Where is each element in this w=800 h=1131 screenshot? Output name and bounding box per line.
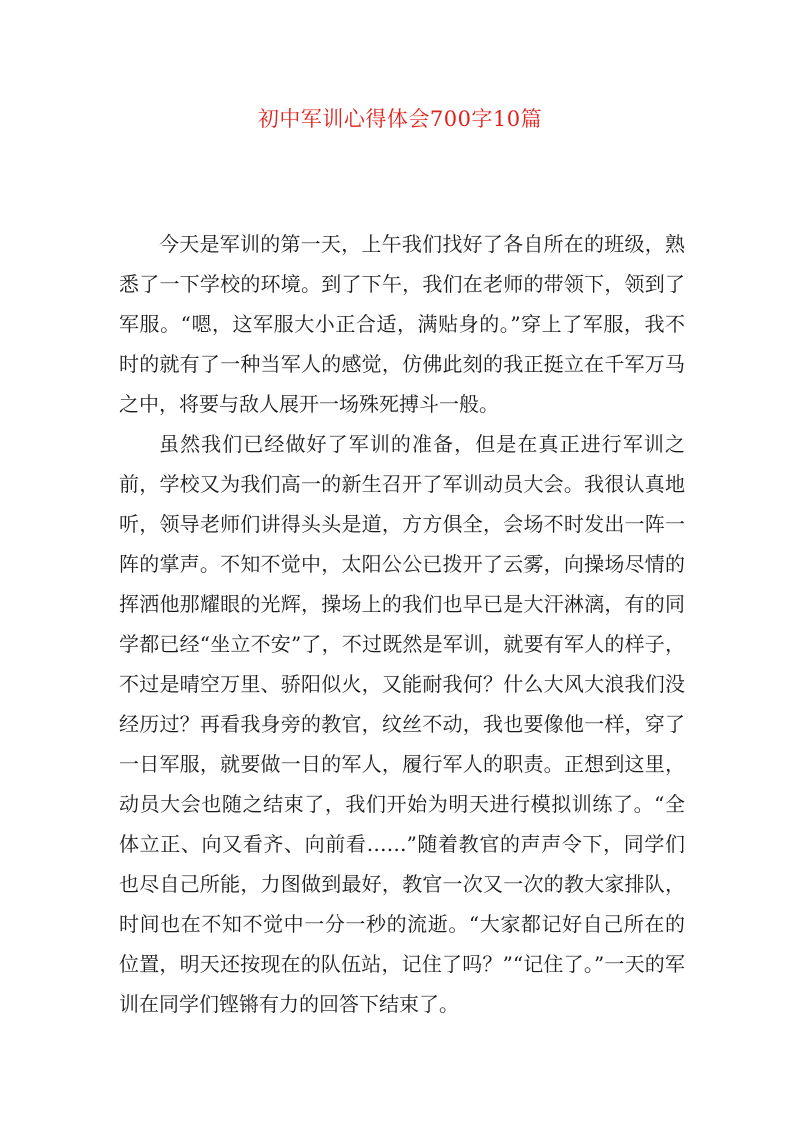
paragraph-2: 虽然我们已经做好了军训的准备，但是在真正进行军训之前，学校又为我们高一的新生召开了军训动员大会。我很认真地听，领导老师们讲得头头是道，方方俱全，会场不时发出一阵一阵的掌声。不知不觉中，太阳公公已拨开了云雾，向操场尽情的挥洒他那耀眼的光辉，操场上的我们也早已是大汗淋漓，有的同学都已经“坐立不安”了，不过既然是军训，就要有军人的样子，不过是晴空万里、骄阳似火，又能耐我何？什么大风大浪我们没经历过？再看我身旁的教官，纹丝不动，我也要像他一样，穿了一日军服，就要做一日的军人，履行军人的职责。正想到这里，动员大会也随之结束了，我们开始为明天进行模拟训练了。“全体立正、向又看齐、向前看……”随着教官的声声令下，同学们也尽自己所能，力图做到最好，教官一次又一次的教大家排队，时间也在不知不觉中一分一秒的流逝。“大家都记好自己所在的位置，明天还按现在的队伍站，记住了吗？”“记住了。”一天的军训在同学们铿锵有力的回答下结束了。 (119, 432, 685, 1016)
document-body (119, 224, 685, 1024)
document-title: 初中军训心得体会700字10篇 (257, 107, 543, 131)
paragraph-1: 今天是军训的第一天，上午我们找好了各自所在的班级，熟悉了一下学校的环境。到了下午，我们在老师的带领下，领到了军服。“嗯，这军服大小正合适，满贴身的。”穿上了军服，我不时的就有了一种当军人的感觉，仿佛此刻的我正挺立在千军万马之中，将要与敌人展开一场殊死搏斗一般。 (119, 232, 685, 416)
